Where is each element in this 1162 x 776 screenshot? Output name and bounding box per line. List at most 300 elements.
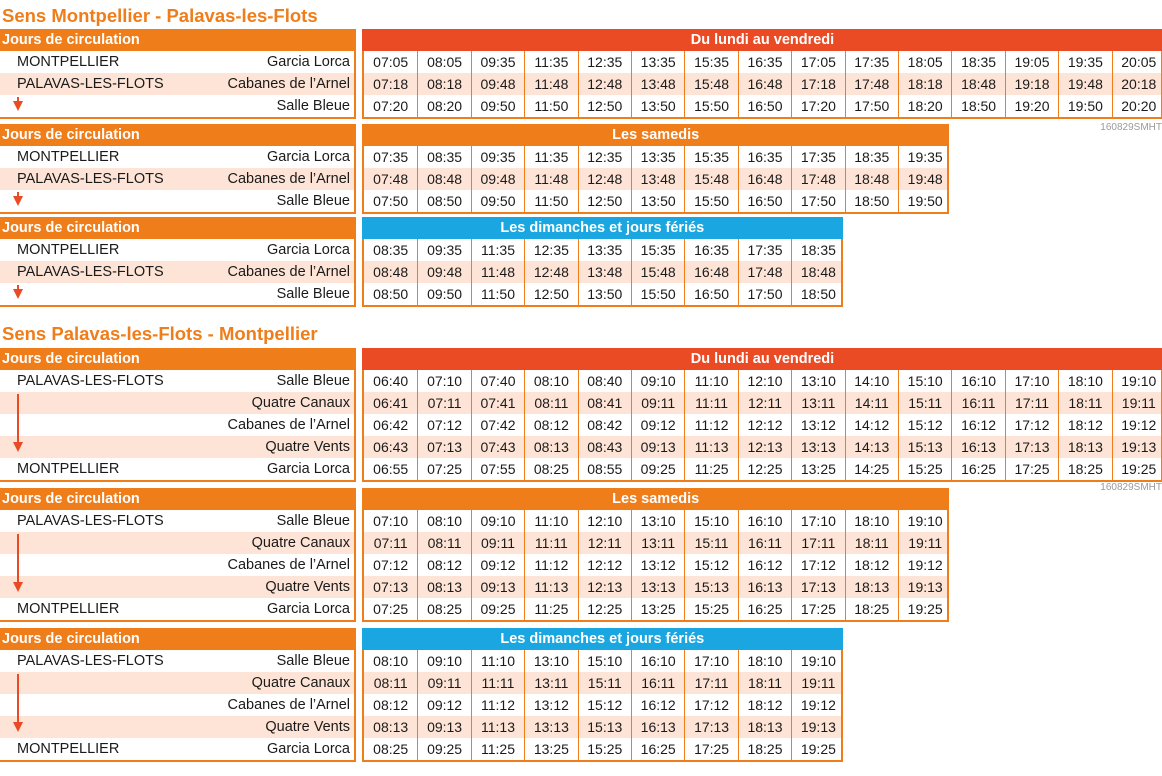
departure-time: 07:55	[471, 458, 524, 480]
departure-time: 20:18	[1112, 73, 1162, 95]
stop-name: Cabanes de l’Arnel	[227, 76, 350, 92]
stop-name: Garcia Lorca	[266, 601, 350, 617]
departure-time: 19:13	[898, 576, 951, 598]
departure-time: 12:35	[578, 51, 631, 73]
departure-time: 13:25	[631, 598, 684, 620]
circulation-days-label: Jours de circulation	[0, 217, 356, 239]
departure-time: 17:12	[1005, 414, 1058, 436]
departure-time: 17:35	[738, 239, 791, 261]
departure-time: 08:12	[524, 414, 577, 436]
departure-time: 19:50	[898, 190, 951, 212]
departure-time: 07:11	[373, 535, 408, 551]
departure-time: 11:10	[471, 650, 524, 672]
departure-time: 11:11	[471, 672, 524, 694]
times-row	[364, 392, 1161, 414]
departure-time: 17:20	[791, 95, 844, 117]
departure-time: 16:12	[951, 414, 1004, 436]
times-grid	[362, 510, 949, 622]
departure-time: 12:11	[578, 532, 631, 554]
departure-time: 07:25	[373, 601, 409, 617]
stop-name: Cabanes de l’Arnel	[227, 697, 350, 713]
schedule-block	[0, 488, 949, 622]
direction-arrow-icon	[13, 196, 23, 206]
departure-time: 17:48	[845, 73, 898, 95]
departure-time: 11:48	[471, 261, 524, 283]
departure-time: 19:35	[1058, 51, 1111, 73]
departure-time: 16:13	[631, 716, 684, 738]
departure-time: 18:25	[738, 738, 791, 760]
stop-row	[0, 716, 354, 738]
departure-time: 12:25	[578, 598, 631, 620]
departure-time: 20:20	[1112, 95, 1162, 117]
times-row	[364, 51, 1161, 73]
departure-time: 08:55	[578, 458, 631, 480]
departure-time: 11:25	[684, 458, 737, 480]
departure-time: 08:12	[373, 697, 409, 713]
departure-time: 16:13	[951, 436, 1004, 458]
direction-arrow-line	[17, 534, 19, 582]
departure-time: 07:48	[373, 171, 409, 187]
departure-time: 15:11	[898, 392, 951, 414]
departure-time: 18:20	[898, 95, 951, 117]
departure-time: 12:48	[578, 168, 631, 190]
departure-time: 17:25	[791, 598, 844, 620]
departure-time: 19:25	[791, 738, 844, 760]
days-header: Du lundi au vendredi	[362, 348, 1162, 370]
departure-time: 13:50	[631, 95, 684, 117]
stop-row	[0, 190, 354, 212]
departure-time: 15:10	[578, 650, 631, 672]
departure-time: 18:25	[845, 598, 898, 620]
departure-time: 16:50	[684, 283, 737, 305]
departure-time: 15:25	[578, 738, 631, 760]
departure-time: 19:10	[791, 650, 844, 672]
stop-row	[0, 510, 354, 532]
departure-time: 08:48	[373, 264, 409, 280]
stop-row	[0, 239, 354, 261]
departure-time: 17:13	[1005, 436, 1058, 458]
departure-time: 12:11	[738, 392, 791, 414]
stop-name: Quatre Vents	[265, 579, 350, 595]
times-row	[364, 738, 841, 760]
departure-time: 11:10	[524, 510, 577, 532]
departure-time: 20:05	[1112, 51, 1162, 73]
stop-row	[0, 370, 354, 392]
times-row	[364, 458, 1161, 480]
departure-time: 14:10	[845, 370, 898, 392]
stop-row	[0, 146, 354, 168]
circulation-days-label: Jours de circulation	[0, 124, 356, 146]
departure-time: 19:25	[1112, 458, 1162, 480]
city-name: PALAVAS-LES-FLOTS	[17, 513, 164, 529]
city-name: PALAVAS-LES-FLOTS	[17, 264, 164, 280]
departure-time: 16:48	[738, 73, 791, 95]
departure-time: 16:13	[738, 576, 791, 598]
departure-time: 08:11	[524, 392, 577, 414]
departure-time: 06:40	[373, 373, 409, 389]
departure-time: 07:12	[373, 557, 409, 573]
times-grid	[362, 239, 843, 307]
days-header: Les dimanches et jours fériés	[362, 628, 843, 650]
departure-time: 06:42	[373, 417, 409, 433]
circulation-days-label: Jours de circulation	[0, 628, 356, 650]
times-row	[364, 95, 1161, 117]
departure-time: 15:50	[631, 283, 684, 305]
departure-time: 08:10	[417, 510, 470, 532]
departure-time: 11:35	[471, 239, 524, 261]
departure-time: 16:10	[631, 650, 684, 672]
departure-time: 15:50	[684, 95, 737, 117]
direction-title: Sens Montpellier - Palavas-les-Flots	[2, 5, 318, 26]
departure-time: 19:12	[791, 694, 844, 716]
departure-time: 16:48	[684, 261, 737, 283]
departure-time: 15:35	[631, 239, 684, 261]
city-name: MONTPELLIER	[17, 54, 120, 70]
departure-time: 18:13	[1058, 436, 1111, 458]
times-row	[364, 283, 841, 305]
times-row	[364, 370, 1161, 392]
departure-time: 15:12	[898, 414, 951, 436]
departure-time: 17:12	[684, 694, 737, 716]
departure-time: 13:35	[631, 146, 684, 168]
stop-name: Salle Bleue	[276, 513, 350, 529]
stop-row	[0, 283, 354, 305]
departure-time: 19:13	[791, 716, 844, 738]
times-row	[364, 650, 841, 672]
city-name: MONTPELLIER	[17, 461, 120, 477]
departure-time: 08:13	[524, 436, 577, 458]
stop-row	[0, 414, 354, 436]
departure-time: 07:10	[417, 370, 470, 392]
departure-time: 17:25	[1005, 458, 1058, 480]
departure-time: 17:25	[684, 738, 737, 760]
departure-time: 15:11	[684, 532, 737, 554]
departure-time: 12:12	[738, 414, 791, 436]
departure-time: 18:18	[898, 73, 951, 95]
stop-name: Cabanes de l’Arnel	[227, 417, 350, 433]
stop-row	[0, 51, 354, 73]
departure-time: 08:11	[373, 675, 408, 691]
times-row	[364, 168, 947, 190]
departure-time: 16:25	[631, 738, 684, 760]
departure-time: 11:13	[524, 576, 577, 598]
departure-time: 19:18	[1005, 73, 1058, 95]
departure-time: 08:11	[417, 532, 470, 554]
departure-time: 18:50	[791, 283, 844, 305]
departure-time: 09:13	[471, 576, 524, 598]
departure-time: 16:48	[738, 168, 791, 190]
direction-arrow-icon	[13, 101, 23, 111]
departure-time: 13:48	[631, 73, 684, 95]
times-row	[364, 598, 947, 620]
departure-time: 09:11	[417, 672, 470, 694]
departure-time: 13:13	[631, 576, 684, 598]
departure-time: 18:35	[791, 239, 844, 261]
city-name: MONTPELLIER	[17, 741, 120, 757]
departure-time: 08:10	[373, 653, 409, 669]
stop-name: Cabanes de l’Arnel	[227, 557, 350, 573]
departure-time: 13:25	[791, 458, 844, 480]
departure-time: 09:10	[417, 650, 470, 672]
departure-time: 19:11	[898, 532, 951, 554]
times-row	[364, 414, 1161, 436]
departure-time: 07:42	[471, 414, 524, 436]
departure-time: 08:48	[417, 168, 470, 190]
schedule-block	[0, 348, 1162, 482]
departure-time: 07:12	[417, 414, 470, 436]
departure-time: 18:10	[738, 650, 791, 672]
departure-time: 16:10	[951, 370, 1004, 392]
departure-time: 13:35	[578, 239, 631, 261]
departure-time: 09:25	[417, 738, 470, 760]
departure-time: 17:50	[791, 190, 844, 212]
departure-time: 11:25	[471, 738, 524, 760]
departure-time: 15:12	[684, 554, 737, 576]
departure-time: 18:35	[951, 51, 1004, 73]
departure-time: 08:25	[417, 598, 470, 620]
city-name: PALAVAS-LES-FLOTS	[17, 171, 164, 187]
departure-time: 19:48	[1058, 73, 1111, 95]
city-name: MONTPELLIER	[17, 149, 120, 165]
departure-time: 19:11	[1112, 392, 1162, 414]
departure-time: 18:50	[951, 95, 1004, 117]
stop-row	[0, 436, 354, 458]
departure-time: 07:43	[471, 436, 524, 458]
days-header: Les samedis	[362, 124, 949, 146]
direction-arrow-icon	[13, 289, 23, 299]
departure-time: 17:05	[791, 51, 844, 73]
departure-time: 07:18	[373, 76, 409, 92]
departure-time: 12:48	[578, 73, 631, 95]
departure-time: 13:11	[791, 392, 844, 414]
departure-time: 09:25	[471, 598, 524, 620]
stop-name: Garcia Lorca	[266, 461, 350, 477]
departure-time: 09:10	[471, 510, 524, 532]
departure-time: 06:55	[373, 461, 409, 477]
departure-time: 07:20	[373, 98, 409, 114]
departure-time: 11:48	[524, 168, 577, 190]
departure-time: 19:10	[1112, 370, 1162, 392]
stop-name: Salle Bleue	[276, 653, 350, 669]
times-row	[364, 146, 947, 168]
departure-time: 11:10	[684, 370, 737, 392]
departure-time: 17:18	[791, 73, 844, 95]
times-row	[364, 532, 947, 554]
city-name: MONTPELLIER	[17, 601, 120, 617]
departure-time: 08:25	[373, 741, 409, 757]
departure-time: 18:11	[1058, 392, 1111, 414]
departure-time: 13:48	[631, 168, 684, 190]
departure-time: 17:10	[1005, 370, 1058, 392]
departure-time: 18:48	[791, 261, 844, 283]
stop-row	[0, 95, 354, 117]
departure-time: 16:12	[631, 694, 684, 716]
stop-name: Quatre Vents	[265, 439, 350, 455]
departure-time: 13:11	[524, 672, 577, 694]
departure-time: 09:25	[631, 458, 684, 480]
departure-time: 14:12	[845, 414, 898, 436]
departure-time: 16:35	[738, 51, 791, 73]
departure-time: 12:13	[738, 436, 791, 458]
times-grid	[362, 51, 1162, 119]
stop-row	[0, 168, 354, 190]
schedule-block	[0, 628, 843, 762]
stop-row	[0, 261, 354, 283]
departure-time: 08:12	[417, 554, 470, 576]
departure-time: 12:50	[524, 283, 577, 305]
departure-time: 19:05	[1005, 51, 1058, 73]
departure-time: 17:11	[684, 672, 737, 694]
departure-time: 18:05	[898, 51, 951, 73]
departure-time: 17:11	[791, 532, 844, 554]
departure-time: 08:10	[524, 370, 577, 392]
departure-time: 15:50	[684, 190, 737, 212]
times-row	[364, 436, 1161, 458]
departure-time: 17:48	[738, 261, 791, 283]
departure-time: 16:35	[738, 146, 791, 168]
direction-arrow-line	[17, 674, 19, 722]
departure-time: 13:12	[791, 414, 844, 436]
departure-time: 09:12	[631, 414, 684, 436]
departure-time: 19:35	[898, 146, 951, 168]
departure-time: 14:25	[845, 458, 898, 480]
stop-row	[0, 598, 354, 620]
departure-time: 07:25	[417, 458, 470, 480]
departure-time: 09:35	[417, 239, 470, 261]
departure-time: 16:35	[684, 239, 737, 261]
stop-name: Garcia Lorca	[266, 242, 350, 258]
departure-time: 09:11	[631, 392, 684, 414]
departure-time: 09:13	[417, 716, 470, 738]
departure-time: 18:25	[1058, 458, 1111, 480]
departure-time: 11:35	[524, 146, 577, 168]
departure-time: 18:50	[845, 190, 898, 212]
days-header: Les dimanches et jours fériés	[362, 217, 843, 239]
departure-time: 18:11	[845, 532, 898, 554]
departure-time: 16:11	[738, 532, 791, 554]
stop-name: Salle Bleue	[276, 98, 350, 114]
stop-row	[0, 672, 354, 694]
departure-time: 13:13	[791, 436, 844, 458]
direction-arrow-line	[17, 394, 19, 442]
departure-time: 07:41	[471, 392, 524, 414]
departure-time: 12:10	[578, 510, 631, 532]
departure-time: 12:10	[738, 370, 791, 392]
stop-name: Cabanes de l’Arnel	[227, 264, 350, 280]
departure-time: 07:13	[373, 579, 409, 595]
departure-time: 09:50	[471, 190, 524, 212]
stop-row	[0, 532, 354, 554]
stop-name: Quatre Canaux	[251, 535, 350, 551]
departure-time: 08:20	[417, 95, 470, 117]
city-name: PALAVAS-LES-FLOTS	[17, 76, 164, 92]
departure-time: 17:50	[738, 283, 791, 305]
times-grid	[362, 650, 843, 762]
departure-time: 17:12	[791, 554, 844, 576]
departure-time: 15:48	[684, 73, 737, 95]
departure-time: 09:50	[417, 283, 470, 305]
departure-time: 09:48	[471, 73, 524, 95]
departure-time: 08:13	[373, 719, 409, 735]
departure-time: 11:13	[471, 716, 524, 738]
departure-time: 16:10	[738, 510, 791, 532]
direction-arrow-icon	[13, 722, 23, 732]
departure-time: 15:25	[898, 458, 951, 480]
departure-time: 19:48	[898, 168, 951, 190]
departure-time: 12:50	[578, 95, 631, 117]
departure-time: 09:35	[471, 146, 524, 168]
departure-time: 16:25	[951, 458, 1004, 480]
departure-time: 08:50	[373, 286, 409, 302]
departure-time: 09:11	[471, 532, 524, 554]
times-grid	[362, 370, 1162, 482]
departure-time: 19:50	[1058, 95, 1111, 117]
stop-name: Garcia Lorca	[266, 149, 350, 165]
departure-time: 12:12	[578, 554, 631, 576]
departure-time: 08:13	[417, 576, 470, 598]
stop-name: Salle Bleue	[276, 193, 350, 209]
departure-time: 13:48	[578, 261, 631, 283]
departure-time: 11:50	[524, 95, 577, 117]
times-row	[364, 190, 947, 212]
stop-row	[0, 392, 354, 414]
departure-time: 11:50	[471, 283, 524, 305]
departure-time: 07:40	[471, 370, 524, 392]
times-row	[364, 716, 841, 738]
departure-time: 18:12	[1058, 414, 1111, 436]
departure-time: 13:12	[631, 554, 684, 576]
city-name: PALAVAS-LES-FLOTS	[17, 373, 164, 389]
departure-time: 13:50	[578, 283, 631, 305]
departure-time: 09:50	[471, 95, 524, 117]
departure-time: 08:43	[578, 436, 631, 458]
departure-time: 15:12	[578, 694, 631, 716]
departure-time: 06:43	[373, 439, 409, 455]
stop-name: Quatre Vents	[265, 719, 350, 735]
departure-time: 09:48	[471, 168, 524, 190]
departure-time: 08:50	[417, 190, 470, 212]
departure-time: 11:11	[684, 392, 737, 414]
departure-time: 15:48	[631, 261, 684, 283]
departure-time: 13:35	[631, 51, 684, 73]
departure-time: 16:11	[631, 672, 684, 694]
departure-time: 19:13	[1112, 436, 1162, 458]
departure-time: 09:12	[471, 554, 524, 576]
stop-row	[0, 73, 354, 95]
departure-time: 13:12	[524, 694, 577, 716]
departure-time: 18:12	[845, 554, 898, 576]
departure-time: 17:10	[791, 510, 844, 532]
departure-time: 18:13	[738, 716, 791, 738]
departure-time: 18:13	[845, 576, 898, 598]
stop-row	[0, 458, 354, 480]
circulation-days-label: Jours de circulation	[0, 29, 356, 51]
departure-time: 09:10	[631, 370, 684, 392]
departure-time: 19:12	[898, 554, 951, 576]
departure-time: 11:25	[524, 598, 577, 620]
schedule-block	[0, 217, 843, 307]
direction-arrow-icon	[13, 442, 23, 452]
departure-time: 17:50	[845, 95, 898, 117]
departure-time: 18:12	[738, 694, 791, 716]
times-grid	[362, 146, 949, 214]
departure-time: 13:50	[631, 190, 684, 212]
departure-time: 13:10	[791, 370, 844, 392]
departure-time: 12:13	[578, 576, 631, 598]
departure-time: 07:50	[373, 193, 409, 209]
departure-time: 15:10	[684, 510, 737, 532]
departure-time: 17:11	[1005, 392, 1058, 414]
